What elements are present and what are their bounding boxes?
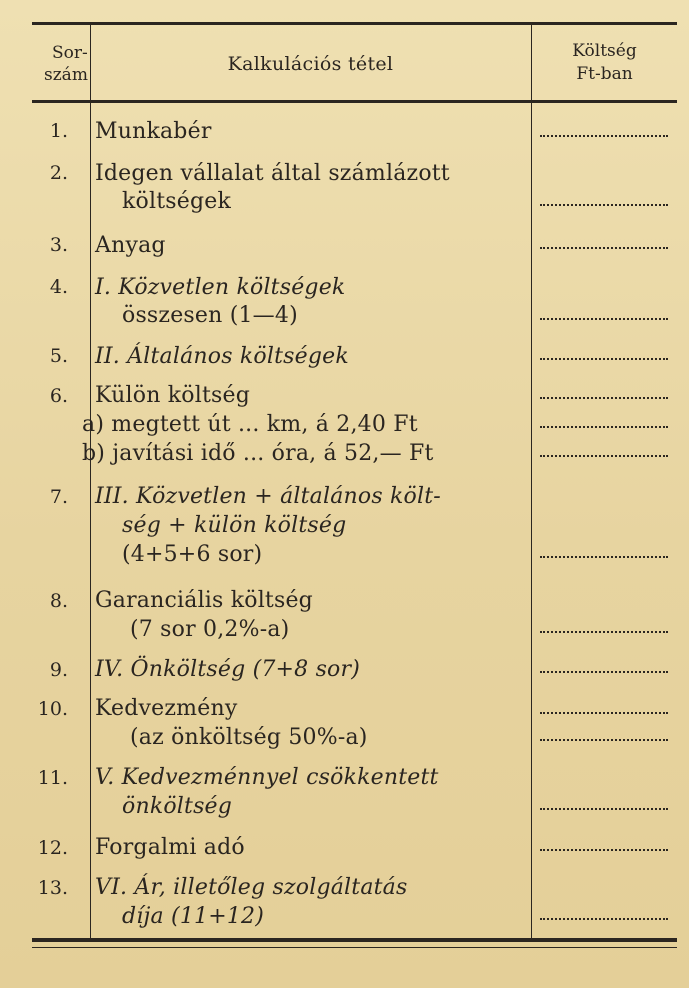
row-text: Anyag — [95, 233, 166, 258]
cost-entry-line — [540, 135, 668, 137]
row-number: 5. — [49, 345, 68, 367]
cost-entry-line — [540, 455, 668, 457]
cost-entry-line — [540, 739, 668, 741]
row-text-cont: díja (11+12) — [122, 904, 265, 929]
header-sorszam-line2: szám — [44, 65, 88, 85]
row-text: II. Általános költségek — [95, 344, 349, 369]
row-number: 6. — [49, 385, 68, 407]
cost-entry-line — [540, 918, 668, 920]
row-number: 3. — [49, 234, 68, 256]
row-number: 4. — [49, 276, 68, 298]
row-text: III. Közvetlen + általános költ- — [95, 484, 441, 509]
row-text: Forgalmi adó — [95, 835, 245, 860]
row-text-cont: költségek — [122, 189, 231, 214]
header-koltseg-line2: Ft-ban — [576, 64, 633, 84]
row-number: 13. — [37, 877, 68, 899]
row-number: 2. — [49, 162, 68, 184]
header-kalkulacios-tetel: Kalkulációs tétel — [227, 53, 394, 75]
header-koltseg-line1: Költség — [572, 41, 637, 61]
cost-entry-line — [540, 849, 668, 851]
column-divider-num — [90, 25, 91, 938]
row-text: VI. Ár, illetőleg szolgáltatás — [95, 875, 408, 900]
cost-entry-line — [540, 631, 668, 633]
cost-entry-line — [540, 671, 668, 673]
cost-entry-line — [540, 712, 668, 714]
row-number: 8. — [49, 590, 68, 612]
row-number: 7. — [49, 486, 68, 508]
row-text-cont: b) javítási idő ... óra, á 52,— Ft — [82, 441, 434, 466]
row-text-cont: (7 sor 0,2%-a) — [130, 617, 290, 642]
row-text: Idegen vállalat által számlázott — [95, 161, 450, 186]
row-text: V. Kedvezménnyel csökkentett — [95, 765, 439, 790]
cost-entry-line — [540, 247, 668, 249]
table-header — [32, 25, 677, 103]
row-text-cont: a) megtett út ... km, á 2,40 Ft — [82, 412, 418, 437]
cost-entry-line — [540, 556, 668, 558]
cost-entry-line — [540, 808, 668, 810]
row-text-cont: ség + külön költség — [122, 513, 347, 538]
column-divider-cost — [531, 25, 532, 938]
row-number: 9. — [49, 659, 68, 681]
row-text: Külön költség — [95, 383, 251, 408]
row-number: 12. — [37, 837, 68, 859]
row-number: 1. — [49, 120, 68, 142]
row-text: IV. Önköltség (7+8 sor) — [95, 657, 361, 682]
cost-entry-line — [540, 204, 668, 206]
row-text-cont: önköltség — [122, 794, 233, 819]
cost-entry-line — [540, 358, 668, 360]
row-text-cont: (4+5+6 sor) — [122, 542, 263, 567]
row-number: 10. — [37, 698, 68, 720]
cost-entry-line — [540, 318, 668, 320]
row-text: Munkabér — [95, 119, 212, 144]
cost-entry-line — [540, 426, 668, 428]
row-text-cont: (az önköltség 50%-a) — [130, 725, 368, 750]
row-text: I. Közvetlen költségek — [95, 275, 346, 300]
header-sorszam-line1: Sor- — [52, 43, 88, 63]
row-number: 11. — [37, 767, 68, 789]
row-text-cont: összesen (1—4) — [122, 303, 298, 328]
row-text: Garanciális költség — [95, 588, 313, 613]
cost-entry-line — [540, 397, 668, 399]
calculation-table — [32, 22, 677, 942]
row-text: Kedvezmény — [95, 696, 238, 721]
